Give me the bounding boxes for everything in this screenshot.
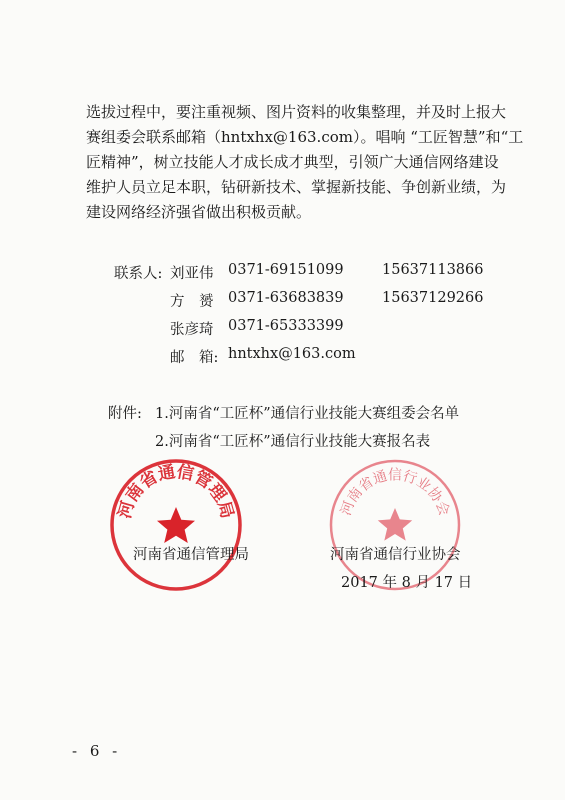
paragraph-line: 匠精神”，树立技能人才成长成才典型，引领广大通信网络建设 [86,153,499,171]
right-signatory: 河南省通信行业协会 [330,547,461,563]
contact-mobile: 15637113866 [382,262,484,278]
contact-row [0,290,565,312]
attachment-item: 2.河南省“工匠杯”通信行业技能大赛报名表 [155,434,431,450]
paragraph-line: 维护人员立足本职，钻研新技术、掌握新技能、争创新业绩，为 [86,178,507,196]
contact-landline: 0371-69151099 [228,262,344,278]
contact-name: 方 赟 [170,294,214,310]
email-row [0,346,565,368]
attachment-item: 1.河南省“工匠杯”通信行业技能大赛组委会名单 [155,406,460,422]
contact-name: 刘亚伟 [170,266,214,282]
email-label: 邮 箱: [170,350,219,366]
star-icon [157,507,195,543]
contact-row [0,318,565,340]
body-paragraph [86,100,524,225]
left-official-seal [106,455,246,595]
contact-mobile: 15637129266 [382,290,484,306]
email-address: hntxhx@163.com [228,346,356,362]
contact-landline: 0371-65333399 [228,318,344,334]
paragraph-line: 选拔过程中，要注重视频、图片资料的收集整理，并及时上报大 [86,103,507,121]
left-seal-text: 河南省通信管理局 [114,462,238,521]
contact-name: 张彦琦 [170,322,214,338]
attachments-label: 附件: [108,406,142,422]
left-signatory: 河南省通信管理局 [133,547,249,563]
contact-landline: 0371-63683839 [228,290,344,306]
right-seal-text: 河南省通信行业协会 [338,467,452,518]
paragraph-line: 建设网络经济强省做出积极贡献。 [86,203,312,221]
page-number: - 6 - [72,742,122,760]
star-icon [378,508,412,541]
contact-row [0,262,565,284]
paragraph-line: 赛组委会联系邮箱（hntxhx@163.com）。唱响 “工匠智慧”和“工 [86,128,524,146]
contacts-label: 联系人: [114,266,163,282]
document-date: 2017 年 8 月 17 日 [341,575,473,591]
